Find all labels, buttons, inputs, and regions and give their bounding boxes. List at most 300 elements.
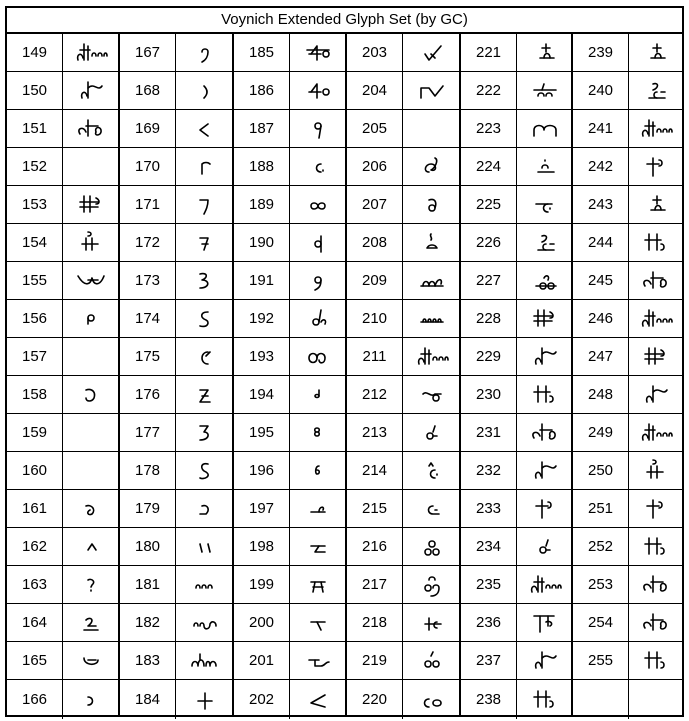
glyph-number: 229	[461, 338, 517, 375]
glyph-row	[347, 528, 460, 566]
loop-d-icon	[301, 306, 335, 332]
voynich-glyph	[517, 224, 572, 261]
voynich-glyph	[517, 148, 572, 185]
glyph-number: 248	[573, 376, 629, 413]
glyph-number: 212	[347, 376, 403, 413]
c-gallows-icon	[639, 40, 673, 66]
glyph-row	[461, 224, 572, 262]
glyph-number: 237	[461, 642, 517, 679]
glyph-number: 231	[461, 414, 517, 451]
plume-gallows-icon	[74, 192, 108, 218]
infinity-icon	[301, 192, 335, 218]
glyph-number: 216	[347, 528, 403, 565]
glyph-number: 240	[573, 72, 629, 109]
glyph-row	[120, 490, 233, 528]
glyph-number: 243	[573, 186, 629, 223]
small-hook-icon	[74, 687, 108, 713]
voynich-glyph	[629, 604, 682, 641]
glyph-number: 159	[7, 414, 63, 451]
glyph-row	[234, 452, 346, 490]
glyph-number: 183	[120, 642, 176, 679]
small-d-icon	[301, 382, 335, 408]
voynich-glyph	[403, 72, 460, 109]
voynich-glyph	[176, 490, 233, 527]
glyph-row	[7, 414, 119, 452]
gallows-h-icon	[528, 687, 562, 713]
voynich-glyph	[290, 262, 346, 299]
voynich-glyph	[629, 110, 682, 147]
glyph-row	[347, 148, 460, 186]
voynich-glyph	[290, 680, 346, 719]
less-hook-icon	[188, 116, 222, 142]
glyph-number: 185	[234, 34, 290, 71]
glyph-row	[234, 72, 346, 110]
shell-icon	[415, 268, 449, 294]
glyph-number: 209	[347, 262, 403, 299]
glyph-number: 223	[461, 110, 517, 147]
voynich-glyph	[517, 186, 572, 223]
voynich-glyph	[517, 642, 572, 679]
table-title: Voynich Extended Glyph Set (by GC)	[7, 8, 682, 34]
loop-gallows-icon	[639, 268, 673, 294]
open-loop-icon	[74, 382, 108, 408]
voynich-glyph	[517, 110, 572, 147]
glyph-row	[120, 604, 233, 642]
wave-o-icon	[415, 382, 449, 408]
nine-curl-icon	[188, 40, 222, 66]
glyph-row	[573, 186, 682, 224]
glyph-row	[461, 680, 572, 719]
glyph-row	[573, 72, 682, 110]
voynich-glyph	[629, 148, 682, 185]
glyph-number: 191	[234, 262, 290, 299]
glyph-row	[120, 72, 233, 110]
c-tick-icon	[188, 344, 222, 370]
glyph-row	[120, 110, 233, 148]
glyph-row	[7, 528, 119, 566]
paren-icon	[188, 78, 222, 104]
glyph-row	[573, 452, 682, 490]
glyph-number: 195	[234, 414, 290, 451]
voynich-glyph	[63, 224, 119, 261]
voynich-glyph	[290, 566, 346, 603]
hook-bar-icon	[301, 496, 335, 522]
glyph-number: 172	[120, 224, 176, 261]
glyph-row	[7, 34, 119, 72]
caret-icon	[74, 534, 108, 560]
glyph-number: 214	[347, 452, 403, 489]
glyph-number: 196	[234, 452, 290, 489]
voynich-glyph	[290, 110, 346, 147]
glyph-row	[7, 604, 119, 642]
glyph-table	[5, 6, 684, 717]
glyph-number: 197	[234, 490, 290, 527]
empty-glyph-cell	[63, 338, 119, 375]
glyph-row	[234, 186, 346, 224]
glyph-row	[7, 300, 119, 338]
glyph-row	[461, 34, 572, 72]
glyph-row	[234, 224, 346, 262]
voynich-glyph	[629, 452, 682, 489]
voynich-glyph	[176, 452, 233, 489]
glyph-number: 187	[234, 110, 290, 147]
glyph-column	[7, 34, 119, 715]
c-dot-icon	[301, 154, 335, 180]
gallows-curl-icon	[74, 78, 108, 104]
bar-z-icon	[301, 534, 335, 560]
glyph-row	[347, 604, 460, 642]
c-loop-icon	[528, 534, 562, 560]
glyph-column	[120, 34, 233, 715]
glyph-number: 193	[234, 338, 290, 375]
glyph-row	[120, 642, 233, 680]
glyph-row	[461, 642, 572, 680]
voynich-glyph	[517, 528, 572, 565]
glyph-row	[234, 566, 346, 604]
pi-bar-icon	[301, 572, 335, 598]
voynich-glyph	[290, 148, 346, 185]
loop-tail-icon	[415, 572, 449, 598]
glyph-number: 177	[120, 414, 176, 451]
glyph-number: 189	[234, 186, 290, 223]
voynich-glyph	[517, 262, 572, 299]
voynich-glyph	[629, 376, 682, 413]
minims-icon	[415, 306, 449, 332]
glyph-row	[234, 110, 346, 148]
glyph-number: 198	[234, 528, 290, 565]
t-gallows-icon	[528, 610, 562, 636]
hat-gallows-icon	[74, 230, 108, 256]
glyph-row	[573, 490, 682, 528]
glyph-row	[347, 376, 460, 414]
glyph-row	[7, 110, 119, 148]
c-gallows-icon	[639, 192, 673, 218]
glyph-row	[461, 148, 572, 186]
glyph-row	[234, 148, 346, 186]
glyph-row	[573, 604, 682, 642]
gallows-h-icon	[639, 648, 673, 674]
seven-hook-icon	[188, 192, 222, 218]
glyph-number: 247	[573, 338, 629, 375]
glyph-row	[573, 110, 682, 148]
glyph-number	[573, 680, 629, 719]
glyph-row	[234, 528, 346, 566]
cluster-gallows-icon	[74, 40, 108, 66]
voynich-glyph	[403, 148, 460, 185]
glyph-number: 210	[347, 300, 403, 337]
voynich-glyph	[629, 528, 682, 565]
glyph-row	[573, 376, 682, 414]
glyph-number: 200	[234, 604, 290, 641]
loop-gallows-icon	[528, 420, 562, 446]
glyph-column	[234, 34, 346, 715]
glyph-row	[461, 414, 572, 452]
voynich-glyph	[63, 110, 119, 147]
r-shape-icon	[188, 154, 222, 180]
bar-wave-icon	[301, 648, 335, 674]
voynich-glyph	[629, 300, 682, 337]
glyph-row	[573, 262, 682, 300]
small-8-icon	[301, 420, 335, 446]
glyph-row	[573, 566, 682, 604]
voynich-glyph	[403, 376, 460, 413]
glyph-row	[573, 642, 682, 680]
glyph-row	[234, 34, 346, 72]
glyph-row	[7, 566, 119, 604]
glyph-row	[7, 376, 119, 414]
glyph-row	[120, 566, 233, 604]
gallows-p-icon	[639, 154, 673, 180]
voynich-glyph	[517, 34, 572, 71]
glyph-number: 180	[120, 528, 176, 565]
voynich-glyph	[629, 72, 682, 109]
voynich-glyph	[290, 452, 346, 489]
c-gallows-icon	[528, 40, 562, 66]
empty-glyph-cell	[63, 414, 119, 451]
voynich-glyph	[517, 414, 572, 451]
glyph-number: 150	[7, 72, 63, 109]
glyph-row	[234, 300, 346, 338]
glyph-row	[573, 338, 682, 376]
four-o-bar-icon	[301, 40, 335, 66]
glyph-number: 242	[573, 148, 629, 185]
glyph-row	[347, 34, 460, 72]
gallows-p-icon	[528, 496, 562, 522]
glyph-row	[7, 72, 119, 110]
voynich-glyph	[290, 224, 346, 261]
voynich-glyph	[63, 528, 119, 565]
glyph-number: 225	[461, 186, 517, 223]
voynich-glyph	[290, 72, 346, 109]
glyph-number: 255	[573, 642, 629, 679]
gallows-p-icon	[639, 496, 673, 522]
voynich-glyph	[290, 186, 346, 223]
voynich-glyph	[290, 376, 346, 413]
loop-s-icon	[415, 534, 449, 560]
glyph-number: 156	[7, 300, 63, 337]
voynich-glyph	[403, 604, 460, 641]
cluster-gallows-icon	[639, 306, 673, 332]
voynich-glyph	[629, 642, 682, 679]
glyph-number: 249	[573, 414, 629, 451]
glyph-number: 222	[461, 72, 517, 109]
glyph-row	[347, 110, 460, 148]
glyph-number: 228	[461, 300, 517, 337]
glyph-number: 186	[234, 72, 290, 109]
glyph-number: 161	[7, 490, 63, 527]
voynich-glyph	[176, 186, 233, 223]
double-o-icon	[301, 344, 335, 370]
glyph-number: 245	[573, 262, 629, 299]
glyph-column	[461, 34, 572, 715]
plume-gallows-icon	[528, 306, 562, 332]
glyph-number: 219	[347, 642, 403, 679]
voynich-glyph	[63, 300, 119, 337]
glyph-number: 154	[7, 224, 63, 261]
glyph-number: 166	[7, 680, 63, 719]
glyph-row	[573, 34, 682, 72]
glyph-number: 192	[234, 300, 290, 337]
glyph-number: 232	[461, 452, 517, 489]
angle-icon	[301, 687, 335, 713]
voynich-glyph	[63, 490, 119, 527]
glyph-row	[573, 680, 682, 719]
glyph-row	[347, 338, 460, 376]
seven-tick-icon	[188, 230, 222, 256]
voynich-glyph	[629, 338, 682, 375]
voynich-glyph	[176, 528, 233, 565]
glyph-row	[120, 338, 233, 376]
glyph-row	[461, 110, 572, 148]
cluster-gallows-icon	[639, 116, 673, 142]
voynich-glyph	[176, 72, 233, 109]
glyph-number: 167	[120, 34, 176, 71]
glyph-row	[7, 452, 119, 490]
voynich-glyph	[403, 300, 460, 337]
glyph-number: 234	[461, 528, 517, 565]
s-c-icon	[528, 230, 562, 256]
glyph-number: 153	[7, 186, 63, 223]
glyph-number: 152	[7, 148, 63, 185]
glyph-number: 170	[120, 148, 176, 185]
zigzag-icon	[415, 78, 449, 104]
swirl-icon	[415, 154, 449, 180]
voynich-glyph	[403, 338, 460, 375]
glyph-number: 158	[7, 376, 63, 413]
cluster-gallows-icon	[415, 344, 449, 370]
glyph-number: 205	[347, 110, 403, 147]
glyph-number: 181	[120, 566, 176, 603]
glyph-number: 178	[120, 452, 176, 489]
voynich-glyph	[403, 490, 460, 527]
glyph-number: 151	[7, 110, 63, 147]
voynich-glyph	[517, 566, 572, 603]
glyph-row	[7, 642, 119, 680]
c-tail-icon	[415, 496, 449, 522]
glyph-row	[120, 186, 233, 224]
glyph-number: 163	[7, 566, 63, 603]
glyph-number: 162	[7, 528, 63, 565]
glyph-row	[461, 604, 572, 642]
glyph-number: 155	[7, 262, 63, 299]
empty-glyph-cell	[629, 680, 682, 719]
glyph-row	[120, 34, 233, 72]
glyph-number: 217	[347, 566, 403, 603]
glyph-column	[573, 34, 682, 715]
glyph-row	[120, 528, 233, 566]
voynich-glyph	[176, 338, 233, 375]
voynich-glyph	[63, 604, 119, 641]
empty-glyph-cell	[403, 110, 460, 147]
glyph-row	[234, 414, 346, 452]
voynich-glyph	[176, 148, 233, 185]
glyph-row	[347, 262, 460, 300]
voynich-glyph	[403, 414, 460, 451]
plume-gallows-icon	[639, 344, 673, 370]
voynich-glyph	[403, 642, 460, 679]
voynich-glyph	[629, 34, 682, 71]
glyph-number: 238	[461, 680, 517, 719]
glyph-row	[7, 338, 119, 376]
voynich-glyph	[403, 262, 460, 299]
minim-loop-icon	[188, 610, 222, 636]
glyph-row	[234, 262, 346, 300]
cluster-gallows-icon	[528, 572, 562, 598]
small-6-icon	[301, 458, 335, 484]
oo-tail-icon	[415, 648, 449, 674]
glyph-number: 207	[347, 186, 403, 223]
voynich-glyph	[176, 224, 233, 261]
voynich-glyph	[63, 642, 119, 679]
glyph-row	[573, 300, 682, 338]
voynich-glyph	[290, 490, 346, 527]
glyph-number: 213	[347, 414, 403, 451]
voynich-glyph	[63, 34, 119, 71]
gallows-h-icon	[639, 230, 673, 256]
o-tail-icon	[301, 268, 335, 294]
round-hook-icon	[74, 496, 108, 522]
voynich-glyph	[176, 300, 233, 337]
cross-c-icon	[415, 610, 449, 636]
voynich-glyph	[517, 490, 572, 527]
a-hook-icon	[188, 496, 222, 522]
glyph-number: 251	[573, 490, 629, 527]
glyph-row	[461, 300, 572, 338]
voynich-glyph	[517, 376, 572, 413]
glyph-number: 254	[573, 604, 629, 641]
glyph-row	[234, 376, 346, 414]
glyph-number: 244	[573, 224, 629, 261]
glyph-row	[347, 414, 460, 452]
glyph-row	[347, 490, 460, 528]
glyph-row	[347, 224, 460, 262]
voynich-glyph	[290, 528, 346, 565]
glyph-row	[234, 604, 346, 642]
glyph-number: 250	[573, 452, 629, 489]
empty-glyph-cell	[63, 148, 119, 185]
voynich-glyph	[517, 452, 572, 489]
loop-gallows-icon	[639, 610, 673, 636]
glyph-number: 175	[120, 338, 176, 375]
glyph-row	[7, 262, 119, 300]
glyph-number: 226	[461, 224, 517, 261]
glyph-row	[461, 528, 572, 566]
bar-hook-icon	[301, 610, 335, 636]
glyph-row	[120, 148, 233, 186]
c-dot-bar-icon	[528, 154, 562, 180]
voynich-glyph	[63, 72, 119, 109]
voynich-glyph	[176, 680, 233, 719]
glyph-number: 168	[120, 72, 176, 109]
gallows-curl-icon	[528, 344, 562, 370]
voynich-glyph	[63, 262, 119, 299]
glyph-number: 220	[347, 680, 403, 719]
gallows-h-icon	[639, 534, 673, 560]
voynich-glyph	[290, 338, 346, 375]
glyph-number: 160	[7, 452, 63, 489]
glyph-row	[347, 300, 460, 338]
double-tick-icon	[188, 534, 222, 560]
glyph-number: 227	[461, 262, 517, 299]
glyph-number: 173	[120, 262, 176, 299]
glyph-row	[120, 680, 233, 719]
voynich-glyph	[290, 300, 346, 337]
voynich-glyph	[176, 376, 233, 413]
q-tail-icon	[301, 116, 335, 142]
voynich-glyph	[176, 34, 233, 71]
i-loop-icon	[415, 230, 449, 256]
voynich-glyph	[403, 680, 460, 719]
